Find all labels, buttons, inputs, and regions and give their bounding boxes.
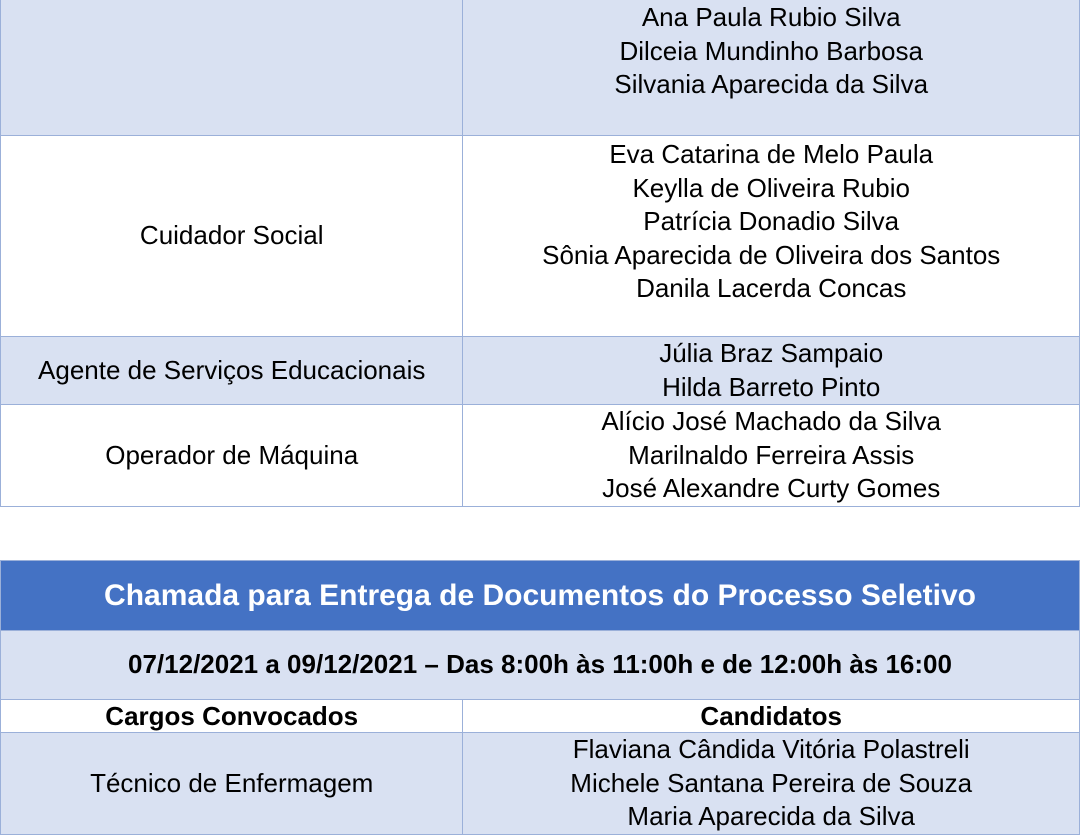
- candidate-name: Ana Paula Rubio Silva: [641, 2, 901, 32]
- candidate-name: Alício José Machado da Silva: [601, 406, 942, 436]
- header-cargos: Cargos Convocados: [1, 700, 463, 733]
- candidate-name: Keylla de Oliveira Rubio: [632, 172, 910, 203]
- cargo-cell: Cuidador Social: [1, 136, 463, 337]
- chamada-table: [0, 560, 1080, 835]
- candidate-name: Maria Aparecida da Silva: [627, 801, 916, 831]
- cargo-cell: [1, 0, 463, 136]
- candidate-name: Silvania Aparecida da Silva: [614, 69, 929, 99]
- candidate-name: José Alexandre Curty Gomes: [602, 473, 941, 503]
- column-header-row: [1, 700, 1080, 733]
- candidate-name: Michele Santana Pereira de Souza: [570, 767, 973, 798]
- candidatos-cell: [463, 405, 1080, 507]
- title-row: [1, 561, 1080, 631]
- candidatos-cell: [463, 337, 1080, 405]
- date-line: 07/12/2021 a 09/12/2021 – Das 8:00h às 11:00h e de 12:00h às 16:00: [1, 631, 1080, 700]
- candidate-name: Danila Lacerda Concas: [636, 273, 907, 303]
- table-row: [1, 733, 1080, 835]
- table-row: [1, 337, 1080, 405]
- candidate-name: Sônia Aparecida de Oliveira dos Santos: [542, 239, 1001, 270]
- cargo-cell: Técnico de Enfermagem: [1, 733, 463, 835]
- candidate-name: Hilda Barreto Pinto: [662, 371, 881, 402]
- table-row: [1, 0, 1080, 136]
- table-row: [1, 405, 1080, 507]
- header-candidatos: Candidatos: [463, 700, 1080, 733]
- candidate-name: Patrícia Donadio Silva: [643, 206, 900, 236]
- cargo-cell: Operador de Máquina: [1, 405, 463, 507]
- candidatos-cell: [463, 733, 1080, 835]
- table-title: Chamada para Entrega de Documentos do Processo Seletivo: [1, 561, 1080, 631]
- candidate-name: Marilnaldo Ferreira Assis: [628, 439, 915, 470]
- candidate-name: Eva Catarina de Melo Paula: [609, 139, 934, 169]
- cargo-cell: Agente de Serviços Educacionais: [1, 337, 463, 405]
- candidatos-cell: [463, 136, 1080, 337]
- candidate-name: Dilceia Mundinho Barbosa: [619, 35, 923, 66]
- candidate-name: Flaviana Cândida Vitória Polastreli: [572, 734, 970, 764]
- candidate-name: Júlia Braz Sampaio: [659, 338, 884, 368]
- date-row: [1, 631, 1080, 700]
- candidatos-cell: [463, 0, 1080, 136]
- table-row: [1, 136, 1080, 337]
